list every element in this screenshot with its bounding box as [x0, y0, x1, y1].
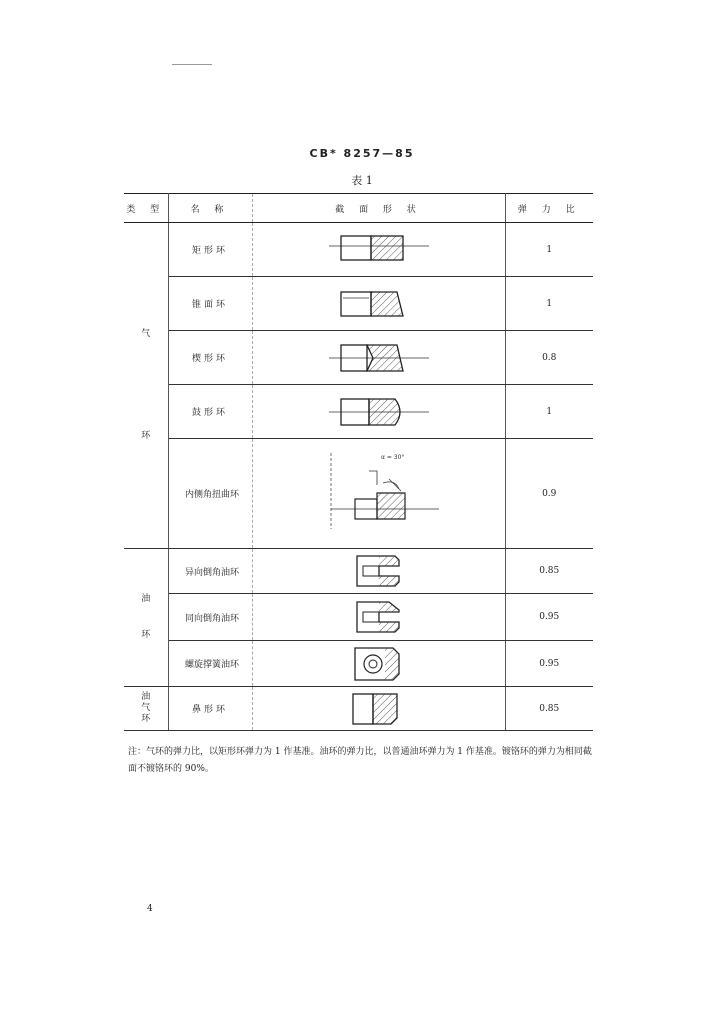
section-drawing-barrel — [252, 385, 505, 439]
section-drawing-rectangular — [252, 223, 505, 277]
ring-name: 鼻形环 — [168, 687, 252, 731]
page-number: 4 — [147, 904, 153, 914]
section-drawing-wedge — [252, 331, 505, 385]
section-drawing-nose — [252, 687, 505, 731]
spring-ratio-value: 0.8 — [505, 331, 593, 385]
spring-ratio-value: 0.85 — [505, 549, 593, 594]
header-name: 名 称 — [168, 194, 252, 223]
spring-ratio-value: 1 — [505, 277, 593, 331]
header-type: 类 型 — [124, 194, 168, 223]
top-mark — [172, 64, 212, 65]
type-char: 气 — [141, 702, 151, 713]
type-group-oil-ring — [124, 549, 168, 687]
type-group-gas-ring — [124, 223, 168, 549]
section-drawing-taper — [252, 277, 505, 331]
spring-ratio-value: 1 — [505, 223, 593, 277]
ring-name: 楔形环 — [168, 331, 252, 385]
table-row — [124, 594, 593, 641]
ring-name: 异向倒角油环 — [168, 549, 252, 594]
header-section: 截 面 形 状 — [252, 194, 505, 223]
type-char: 环 — [141, 430, 151, 441]
table-row — [124, 549, 593, 594]
type-char: 油 — [141, 594, 151, 605]
ring-name: 同向倒角油环 — [168, 594, 252, 641]
table-row — [124, 277, 593, 331]
table-row — [124, 331, 593, 385]
spring-ratio-value: 0.85 — [505, 687, 593, 731]
type-group-oil-gas-ring — [124, 687, 168, 731]
table-row — [124, 385, 593, 439]
spring-ratio-value: 0.95 — [505, 641, 593, 687]
spring-ratio-value: 1 — [505, 385, 593, 439]
section-drawing-inner-bevel-twist — [252, 439, 505, 549]
ring-name: 鼓形环 — [168, 385, 252, 439]
spring-ratio-table — [124, 193, 593, 731]
table-caption: 表 1 — [351, 174, 373, 187]
type-char: 环 — [141, 714, 151, 725]
type-char: 油 — [141, 691, 151, 702]
ring-name: 内侧角扭曲环 — [168, 439, 252, 549]
spring-ratio-value: 0.9 — [505, 439, 593, 549]
type-char: 气 — [141, 329, 151, 340]
table-row — [124, 439, 593, 549]
ring-name: 螺旋撑簧油环 — [168, 641, 252, 687]
section-drawing-opposite-chamfer — [252, 549, 505, 594]
table-header-row — [124, 194, 593, 223]
table-row — [124, 687, 593, 731]
ring-name: 锥面环 — [168, 277, 252, 331]
header-ratio: 弹 力 比 — [505, 194, 593, 223]
type-char: 环 — [141, 629, 151, 640]
table-row — [124, 641, 593, 687]
document-code: CB* 8257—85 — [309, 147, 415, 160]
table-note: 注：气环的弹力比，以矩形环弹力为 1 作基准。油环的弹力比，以普通油环弹力为 1 作基准。镀铬环的弹力为相同截面不镀铬环的 90%。 — [128, 747, 592, 774]
section-drawing-same-chamfer — [252, 594, 505, 641]
section-drawing-spiral-spring — [252, 641, 505, 687]
table-row — [124, 223, 593, 277]
spring-ratio-value: 0.95 — [505, 594, 593, 641]
ring-name: 矩形环 — [168, 223, 252, 277]
angle-annotation: α = 30° — [380, 453, 404, 461]
